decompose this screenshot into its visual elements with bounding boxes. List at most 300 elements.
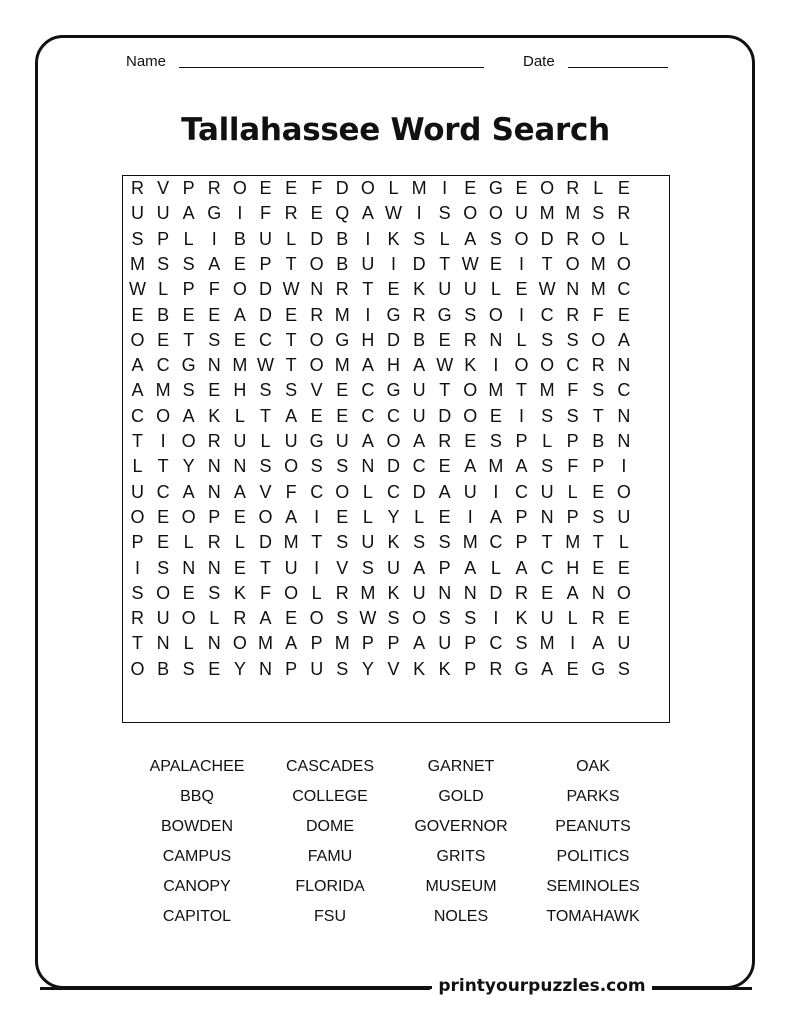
grid-letter[interactable]: R: [566, 178, 580, 198]
grid-letter[interactable]: B: [336, 253, 349, 274]
grid-letter[interactable]: G: [386, 304, 401, 325]
grid-letter[interactable]: N: [207, 456, 221, 477]
grid-letter[interactable]: R: [233, 608, 247, 629]
grid-letter[interactable]: E: [617, 304, 630, 325]
grid-letter[interactable]: E: [387, 279, 400, 300]
grid-letter[interactable]: W: [538, 279, 556, 300]
grid-letter[interactable]: L: [311, 582, 322, 603]
grid-letter[interactable]: E: [157, 506, 170, 527]
grid-letter[interactable]: U: [131, 203, 144, 224]
grid-letter[interactable]: H: [566, 557, 580, 578]
grid-letter[interactable]: M: [155, 380, 171, 401]
grid-letter[interactable]: O: [232, 633, 247, 654]
grid-letter[interactable]: E: [617, 557, 630, 578]
grid-letter[interactable]: M: [334, 633, 350, 654]
grid-letter[interactable]: U: [310, 658, 324, 679]
grid-letter[interactable]: L: [542, 431, 553, 451]
grid-letter[interactable]: K: [413, 658, 426, 679]
grid-letter[interactable]: E: [208, 380, 221, 401]
grid-letter[interactable]: I: [518, 253, 524, 274]
grid-letter[interactable]: U: [515, 203, 528, 224]
grid-letter[interactable]: P: [464, 658, 477, 679]
grid-letter[interactable]: U: [361, 253, 375, 274]
grid-letter[interactable]: R: [617, 203, 631, 224]
grid-letter[interactable]: O: [360, 178, 375, 198]
grid-letter[interactable]: M: [283, 532, 299, 553]
grid-letter[interactable]: T: [592, 405, 604, 426]
grid-letter[interactable]: O: [309, 253, 324, 274]
grid-letter[interactable]: A: [182, 481, 195, 502]
grid-letter[interactable]: U: [387, 557, 400, 578]
grid-letter[interactable]: E: [541, 582, 554, 603]
grid-letter[interactable]: S: [182, 380, 195, 401]
grid-letter[interactable]: K: [208, 405, 221, 426]
grid-letter[interactable]: P: [157, 228, 170, 249]
grid-letter[interactable]: O: [335, 481, 350, 502]
grid-letter[interactable]: N: [438, 582, 452, 603]
grid-letter[interactable]: Q: [335, 203, 350, 224]
grid-letter[interactable]: O: [232, 279, 247, 300]
grid-letter[interactable]: T: [311, 532, 323, 553]
grid-letter[interactable]: A: [515, 456, 528, 477]
grid-letter[interactable]: M: [334, 304, 350, 325]
grid-letter[interactable]: O: [156, 405, 171, 426]
grid-letter[interactable]: T: [260, 405, 271, 426]
grid-letter[interactable]: E: [617, 608, 630, 629]
grid-letter[interactable]: O: [540, 355, 555, 376]
grid-letter[interactable]: A: [566, 582, 579, 603]
grid-letter[interactable]: S: [208, 582, 221, 603]
grid-letter[interactable]: N: [540, 506, 554, 527]
grid-letter[interactable]: E: [208, 658, 221, 679]
grid-letter[interactable]: T: [285, 253, 297, 274]
grid-letter[interactable]: E: [285, 608, 298, 629]
grid-letter[interactable]: C: [617, 279, 631, 300]
grid-letter[interactable]: S: [182, 253, 195, 274]
grid-letter[interactable]: F: [567, 380, 579, 401]
grid-letter[interactable]: O: [540, 178, 555, 198]
grid-letter[interactable]: N: [207, 557, 221, 578]
grid-letter[interactable]: I: [518, 405, 524, 426]
grid-letter[interactable]: L: [414, 506, 425, 527]
grid-letter[interactable]: N: [207, 633, 221, 654]
grid-letter[interactable]: P: [566, 506, 579, 527]
grid-letter[interactable]: V: [387, 658, 400, 679]
grid-letter[interactable]: S: [541, 329, 554, 350]
grid-letter[interactable]: L: [234, 405, 245, 426]
grid-letter[interactable]: T: [362, 279, 374, 300]
grid-letter[interactable]: C: [566, 355, 580, 376]
grid-letter[interactable]: R: [310, 304, 324, 325]
grid-letter[interactable]: E: [310, 405, 323, 426]
grid-letter[interactable]: N: [207, 355, 221, 376]
grid-letter[interactable]: O: [181, 431, 196, 451]
grid-letter[interactable]: D: [335, 178, 349, 198]
grid-letter[interactable]: E: [566, 658, 579, 679]
grid-letter[interactable]: O: [488, 304, 503, 325]
grid-letter[interactable]: O: [463, 203, 478, 224]
grid-letter[interactable]: C: [259, 329, 272, 350]
grid-letter[interactable]: S: [361, 557, 374, 578]
grid-letter[interactable]: I: [134, 557, 140, 578]
grid-letter[interactable]: U: [540, 481, 554, 502]
grid-letter[interactable]: S: [336, 608, 349, 629]
grid-letter[interactable]: L: [516, 329, 527, 350]
grid-letter[interactable]: N: [233, 456, 247, 477]
grid-letter[interactable]: T: [132, 431, 143, 451]
grid-letter[interactable]: A: [233, 304, 246, 325]
grid-letter[interactable]: I: [211, 228, 217, 249]
grid-letter[interactable]: L: [618, 228, 629, 249]
grid-letter[interactable]: I: [467, 506, 473, 527]
grid-letter[interactable]: T: [260, 557, 271, 578]
grid-letter[interactable]: L: [158, 279, 169, 300]
grid-letter[interactable]: I: [570, 633, 576, 654]
grid-letter[interactable]: A: [489, 506, 502, 527]
grid-letter[interactable]: O: [463, 405, 478, 426]
grid-letter[interactable]: R: [463, 329, 477, 350]
grid-letter[interactable]: L: [388, 178, 399, 198]
grid-letter[interactable]: L: [132, 456, 143, 477]
grid-letter[interactable]: A: [515, 557, 528, 578]
grid-letter[interactable]: T: [439, 253, 451, 274]
grid-letter[interactable]: D: [387, 329, 400, 350]
grid-letter[interactable]: A: [464, 456, 477, 477]
grid-letter[interactable]: U: [412, 582, 426, 603]
grid-letter[interactable]: S: [336, 532, 349, 553]
grid-letter[interactable]: S: [489, 228, 502, 249]
grid-letter[interactable]: E: [233, 506, 246, 527]
grid-letter[interactable]: B: [157, 658, 170, 679]
grid-letter[interactable]: E: [438, 329, 451, 350]
grid-letter[interactable]: E: [233, 329, 246, 350]
grid-letter[interactable]: W: [129, 279, 146, 300]
grid-letter[interactable]: A: [413, 557, 426, 578]
grid-letter[interactable]: L: [209, 608, 220, 629]
grid-letter[interactable]: W: [257, 355, 274, 376]
grid-letter[interactable]: T: [439, 380, 451, 401]
grid-letter[interactable]: C: [361, 380, 375, 401]
grid-letter[interactable]: T: [285, 355, 297, 376]
grid-letter[interactable]: U: [233, 431, 247, 451]
grid-letter[interactable]: K: [515, 608, 528, 629]
grid-letter[interactable]: N: [182, 557, 196, 578]
grid-letter[interactable]: M: [488, 380, 504, 401]
grid-letter[interactable]: L: [362, 506, 373, 527]
grid-letter[interactable]: A: [182, 405, 195, 426]
grid-letter[interactable]: E: [336, 405, 349, 426]
grid-letter[interactable]: S: [541, 456, 554, 477]
grid-letter[interactable]: U: [463, 279, 477, 300]
grid-letter[interactable]: U: [617, 506, 631, 527]
grid-letter[interactable]: O: [488, 203, 503, 224]
grid-letter[interactable]: A: [208, 253, 221, 274]
grid-letter[interactable]: V: [336, 557, 349, 578]
grid-letter[interactable]: I: [160, 431, 166, 451]
grid-letter[interactable]: K: [413, 279, 426, 300]
grid-letter[interactable]: N: [617, 431, 631, 451]
grid-letter[interactable]: K: [387, 532, 400, 553]
grid-letter[interactable]: E: [515, 279, 528, 300]
grid-letter[interactable]: O: [156, 582, 171, 603]
grid-letter[interactable]: N: [361, 456, 375, 477]
grid-letter[interactable]: P: [182, 178, 195, 198]
grid-letter[interactable]: C: [540, 304, 554, 325]
grid-letter[interactable]: M: [565, 532, 581, 553]
grid-letter[interactable]: O: [565, 253, 580, 274]
grid-letter[interactable]: F: [260, 203, 271, 224]
grid-letter[interactable]: L: [286, 228, 297, 249]
grid-letter[interactable]: S: [259, 380, 272, 401]
grid-letter[interactable]: E: [285, 178, 298, 198]
grid-letter[interactable]: P: [438, 557, 451, 578]
grid-letter[interactable]: B: [233, 228, 246, 249]
grid-letter[interactable]: R: [335, 279, 349, 300]
grid-letter[interactable]: B: [413, 329, 426, 350]
grid-letter[interactable]: H: [361, 329, 375, 350]
grid-letter[interactable]: A: [285, 405, 298, 426]
grid-letter[interactable]: I: [314, 557, 320, 578]
grid-letter[interactable]: A: [131, 355, 144, 376]
grid-letter[interactable]: E: [515, 178, 528, 198]
grid-letter[interactable]: U: [438, 633, 452, 654]
grid-letter[interactable]: N: [617, 405, 631, 426]
grid-letter[interactable]: C: [489, 633, 503, 654]
grid-letter[interactable]: L: [439, 228, 450, 249]
grid-letter[interactable]: K: [438, 658, 451, 679]
grid-letter[interactable]: G: [207, 203, 222, 224]
grid-letter[interactable]: A: [592, 633, 605, 654]
grid-letter[interactable]: G: [437, 304, 452, 325]
grid-letter[interactable]: P: [515, 532, 528, 553]
grid-letter[interactable]: S: [438, 608, 451, 629]
grid-letter[interactable]: L: [183, 633, 194, 654]
grid-letter[interactable]: T: [541, 532, 553, 553]
grid-letter[interactable]: Y: [361, 658, 374, 679]
grid-letter[interactable]: O: [412, 608, 427, 629]
grid-letter[interactable]: T: [157, 456, 169, 477]
grid-letter[interactable]: K: [387, 228, 400, 249]
grid-letter[interactable]: W: [282, 279, 300, 300]
grid-letter[interactable]: A: [464, 228, 477, 249]
grid-letter[interactable]: V: [259, 481, 272, 502]
grid-letter[interactable]: I: [493, 481, 499, 502]
grid-letter[interactable]: M: [130, 253, 145, 274]
grid-letter[interactable]: T: [285, 329, 297, 350]
grid-letter[interactable]: D: [387, 456, 400, 477]
grid-letter[interactable]: D: [310, 228, 324, 249]
grid-letter[interactable]: C: [540, 557, 554, 578]
grid-letter[interactable]: V: [310, 380, 323, 401]
grid-letter[interactable]: E: [592, 557, 605, 578]
grid-letter[interactable]: R: [489, 658, 503, 679]
grid-letter[interactable]: L: [567, 481, 578, 502]
grid-letter[interactable]: H: [387, 355, 400, 376]
grid-letter[interactable]: T: [541, 253, 553, 274]
grid-letter[interactable]: D: [259, 304, 272, 325]
grid-letter[interactable]: M: [539, 633, 555, 654]
grid-letter[interactable]: O: [309, 608, 324, 629]
grid-letter[interactable]: C: [310, 481, 324, 502]
grid-letter[interactable]: A: [361, 355, 374, 376]
grid-letter[interactable]: S: [336, 658, 349, 679]
grid-letter[interactable]: O: [591, 329, 606, 350]
grid-letter[interactable]: P: [387, 633, 400, 654]
grid-letter[interactable]: S: [515, 633, 528, 654]
grid-letter[interactable]: L: [567, 608, 578, 629]
grid-letter[interactable]: E: [157, 532, 170, 553]
grid-letter[interactable]: N: [207, 481, 221, 502]
grid-letter[interactable]: C: [617, 380, 631, 401]
grid-letter[interactable]: S: [464, 608, 477, 629]
grid-letter[interactable]: A: [361, 203, 374, 224]
grid-letter[interactable]: U: [438, 279, 452, 300]
grid-letter[interactable]: B: [592, 431, 605, 451]
grid-letter[interactable]: K: [464, 355, 477, 376]
grid-letter[interactable]: S: [387, 608, 400, 629]
grid-letter[interactable]: E: [489, 405, 502, 426]
grid-letter[interactable]: U: [156, 608, 170, 629]
grid-letter[interactable]: U: [463, 481, 477, 502]
grid-letter[interactable]: G: [514, 658, 529, 679]
grid-letter[interactable]: F: [260, 582, 271, 603]
grid-letter[interactable]: L: [490, 279, 501, 300]
grid-letter[interactable]: C: [387, 481, 400, 502]
grid-letter[interactable]: S: [464, 304, 477, 325]
grid-letter[interactable]: M: [590, 279, 606, 300]
grid-letter[interactable]: U: [156, 203, 170, 224]
grid-letter[interactable]: R: [515, 582, 528, 603]
grid-letter[interactable]: M: [411, 178, 427, 198]
grid-letter[interactable]: M: [590, 253, 606, 274]
grid-letter[interactable]: S: [438, 203, 451, 224]
grid-letter[interactable]: U: [540, 608, 554, 629]
grid-letter[interactable]: C: [156, 481, 170, 502]
grid-letter[interactable]: L: [618, 532, 629, 553]
grid-letter[interactable]: Y: [233, 658, 246, 679]
grid-letter[interactable]: E: [208, 304, 221, 325]
grid-letter[interactable]: R: [591, 355, 605, 376]
grid-letter[interactable]: B: [336, 228, 349, 249]
grid-letter[interactable]: O: [591, 228, 606, 249]
grid-letter[interactable]: N: [591, 582, 605, 603]
grid-letter[interactable]: I: [237, 203, 243, 224]
grid-letter[interactable]: I: [493, 608, 499, 629]
grid-letter[interactable]: S: [310, 456, 323, 477]
grid-letter[interactable]: M: [488, 456, 504, 477]
grid-letter[interactable]: E: [336, 506, 349, 527]
grid-letter[interactable]: S: [336, 456, 349, 477]
grid-letter[interactable]: O: [232, 178, 247, 198]
grid-letter[interactable]: E: [259, 178, 272, 198]
grid-letter[interactable]: M: [539, 203, 555, 224]
grid-letter[interactable]: H: [233, 380, 247, 401]
grid-letter[interactable]: S: [438, 532, 451, 553]
grid-letter[interactable]: A: [361, 431, 374, 451]
grid-letter[interactable]: S: [566, 329, 579, 350]
grid-letter[interactable]: U: [412, 405, 426, 426]
grid-letter[interactable]: A: [438, 481, 451, 502]
grid-letter[interactable]: P: [515, 506, 528, 527]
grid-letter[interactable]: L: [183, 532, 194, 553]
grid-letter[interactable]: K: [233, 582, 246, 603]
grid-letter[interactable]: O: [514, 228, 529, 249]
grid-letter[interactable]: O: [181, 506, 196, 527]
grid-letter[interactable]: R: [284, 203, 298, 224]
grid-letter[interactable]: P: [208, 506, 221, 527]
grid-letter[interactable]: M: [565, 203, 581, 224]
grid-letter[interactable]: S: [566, 405, 579, 426]
grid-letter[interactable]: O: [309, 355, 324, 376]
grid-letter[interactable]: R: [412, 304, 426, 325]
grid-letter[interactable]: D: [489, 582, 503, 603]
grid-letter[interactable]: F: [208, 279, 220, 300]
grid-letter[interactable]: W: [436, 355, 454, 376]
grid-letter[interactable]: O: [616, 481, 631, 502]
grid-letter[interactable]: C: [361, 405, 375, 426]
grid-letter[interactable]: S: [617, 658, 630, 679]
grid-letter[interactable]: E: [464, 431, 477, 451]
grid-letter[interactable]: D: [259, 279, 272, 300]
grid-letter[interactable]: A: [413, 633, 426, 654]
grid-letter[interactable]: S: [157, 253, 170, 274]
grid-letter[interactable]: M: [539, 380, 555, 401]
grid-letter[interactable]: S: [592, 203, 605, 224]
grid-letter[interactable]: C: [131, 405, 144, 426]
grid-letter[interactable]: U: [361, 532, 375, 553]
grid-letter[interactable]: S: [131, 228, 144, 249]
grid-letter[interactable]: W: [359, 608, 377, 629]
grid-letter[interactable]: S: [208, 329, 221, 350]
grid-letter[interactable]: E: [182, 582, 195, 603]
grid-letter[interactable]: G: [309, 431, 324, 451]
grid-letter[interactable]: M: [360, 582, 376, 603]
grid-letter[interactable]: U: [284, 557, 298, 578]
grid-letter[interactable]: U: [412, 380, 426, 401]
grid-letter[interactable]: V: [157, 178, 170, 198]
grid-letter[interactable]: D: [412, 253, 426, 274]
grid-letter[interactable]: R: [131, 608, 144, 629]
grid-letter[interactable]: G: [386, 380, 401, 401]
grid-letter[interactable]: Y: [387, 506, 400, 527]
grid-letter[interactable]: W: [385, 203, 402, 224]
grid-letter[interactable]: N: [310, 279, 324, 300]
grid-letter[interactable]: L: [260, 431, 271, 451]
grid-letter[interactable]: P: [592, 456, 605, 477]
grid-letter[interactable]: E: [233, 253, 246, 274]
grid-letter[interactable]: I: [621, 456, 627, 477]
grid-letter[interactable]: C: [515, 481, 528, 502]
grid-letter[interactable]: R: [335, 582, 349, 603]
grid-letter[interactable]: N: [156, 633, 170, 654]
grid-letter[interactable]: R: [207, 178, 221, 198]
grid-letter[interactable]: A: [259, 608, 272, 629]
grid-letter[interactable]: Y: [182, 456, 195, 477]
grid-letter[interactable]: M: [334, 355, 350, 376]
grid-letter[interactable]: A: [541, 658, 554, 679]
grid-letter[interactable]: A: [413, 431, 426, 451]
grid-letter[interactable]: R: [131, 178, 144, 198]
grid-letter[interactable]: S: [592, 506, 605, 527]
grid-letter[interactable]: P: [285, 658, 298, 679]
grid-letter[interactable]: S: [131, 582, 144, 603]
grid-letter[interactable]: A: [233, 481, 246, 502]
grid-letter[interactable]: U: [259, 228, 272, 249]
grid-letter[interactable]: P: [515, 431, 528, 451]
grid-letter[interactable]: I: [390, 253, 396, 274]
grid-letter[interactable]: O: [309, 329, 324, 350]
grid-letter[interactable]: T: [183, 329, 195, 350]
